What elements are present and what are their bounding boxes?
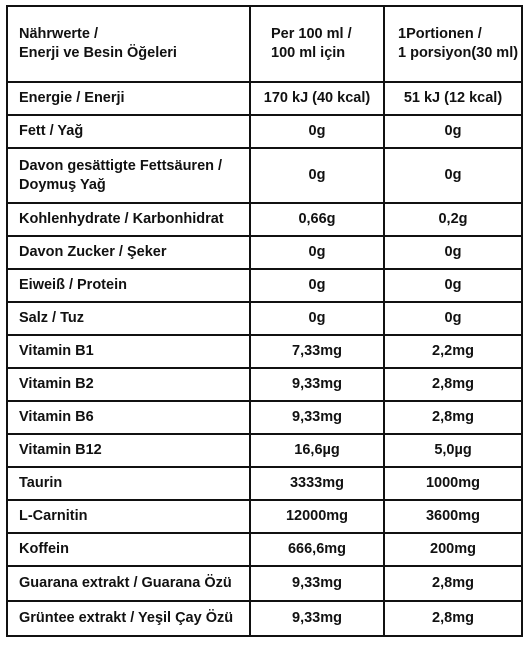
table-header-row bbox=[7, 6, 522, 82]
nutrient-name-line1: Guarana extrakt / Guarana Özü bbox=[19, 575, 232, 591]
value-per-100ml: 9,33mg bbox=[250, 566, 384, 601]
value-per-portion: 1000mg bbox=[384, 467, 522, 500]
nutrient-name-line1: Koffein bbox=[19, 541, 69, 557]
nutrient-name-line1: Eiweiß / Protein bbox=[19, 277, 127, 293]
table-row bbox=[7, 236, 522, 269]
table-row bbox=[7, 115, 522, 148]
value-per-portion: 5,0µg bbox=[384, 434, 522, 467]
table-row bbox=[7, 302, 522, 335]
value-per-portion: 0g bbox=[384, 115, 522, 148]
nutrient-name-line2: Doymuş Yağ bbox=[19, 176, 106, 193]
nutrient-name-line1: Energie / Enerji bbox=[19, 90, 125, 106]
value-per-100ml: 0g bbox=[250, 302, 384, 335]
nutrient-name-line1: Vitamin B6 bbox=[19, 409, 94, 425]
nutrient-name bbox=[7, 566, 250, 601]
value-per-portion: 2,2mg bbox=[384, 335, 522, 368]
value-per-portion: 0g bbox=[384, 148, 522, 203]
nutrition-rows bbox=[7, 82, 522, 636]
value-per-100ml: 0g bbox=[250, 269, 384, 302]
header-per-portion-line2: 1 porsiyon(30 ml) bbox=[398, 45, 519, 61]
table-row bbox=[7, 500, 522, 533]
table-row bbox=[7, 335, 522, 368]
nutrient-name bbox=[7, 148, 250, 203]
header-per-portion-line1: 1Portionen / bbox=[398, 26, 482, 42]
table-row bbox=[7, 82, 522, 115]
nutrient-name-line1: Grüntee extrakt / Yeşil Çay Özü bbox=[19, 610, 234, 626]
nutrient-name-line1: Vitamin B12 bbox=[19, 442, 102, 458]
table-row bbox=[7, 203, 522, 236]
value-per-100ml: 0g bbox=[250, 148, 384, 203]
nutrition-table bbox=[6, 5, 523, 637]
header-nutrients-line1: Nährwerte / bbox=[19, 26, 98, 42]
value-per-100ml: 0g bbox=[250, 236, 384, 269]
header-per-100ml-line1: Per 100 ml / bbox=[271, 26, 352, 42]
value-per-100ml: 16,6µg bbox=[250, 434, 384, 467]
nutrient-name-line1: Vitamin B1 bbox=[19, 343, 94, 359]
table-row bbox=[7, 401, 522, 434]
nutrient-name-line1: Kohlenhydrate / Karbonhidrat bbox=[19, 211, 224, 227]
table-row bbox=[7, 269, 522, 302]
table-row bbox=[7, 533, 522, 566]
table-row bbox=[7, 434, 522, 467]
table-row bbox=[7, 601, 522, 636]
value-per-portion: 2,8mg bbox=[384, 601, 522, 636]
header-per-100ml-line2: 100 ml için bbox=[271, 45, 346, 61]
value-per-100ml: 0g bbox=[250, 115, 384, 148]
nutrient-name bbox=[7, 434, 250, 467]
nutrient-name bbox=[7, 115, 250, 148]
value-per-100ml: 7,33mg bbox=[250, 335, 384, 368]
nutrient-name-line1: Salz / Tuz bbox=[19, 310, 84, 326]
table-row bbox=[7, 566, 522, 601]
nutrient-name bbox=[7, 401, 250, 434]
nutrient-name bbox=[7, 335, 250, 368]
value-per-portion: 200mg bbox=[384, 533, 522, 566]
value-per-100ml: 9,33mg bbox=[250, 401, 384, 434]
nutrient-name bbox=[7, 269, 250, 302]
value-per-100ml: 9,33mg bbox=[250, 601, 384, 636]
value-per-portion: 0,2g bbox=[384, 203, 522, 236]
header-nutrients-line2: Enerji ve Besin Öğeleri bbox=[19, 45, 177, 61]
nutrient-name-line1: Davon Zucker / Şeker bbox=[19, 244, 167, 260]
header-per-100ml bbox=[250, 6, 384, 82]
nutrient-name-line1: Taurin bbox=[19, 475, 63, 491]
value-per-100ml: 666,6mg bbox=[250, 533, 384, 566]
value-per-portion: 0g bbox=[384, 302, 522, 335]
value-per-portion: 0g bbox=[384, 269, 522, 302]
nutrient-name-line1: Vitamin B2 bbox=[19, 376, 94, 392]
value-per-portion: 2,8mg bbox=[384, 566, 522, 601]
value-per-100ml: 3333mg bbox=[250, 467, 384, 500]
header-per-portion bbox=[384, 6, 522, 82]
nutrient-name bbox=[7, 203, 250, 236]
value-per-100ml: 170 kJ (40 kcal) bbox=[250, 82, 384, 115]
nutrient-name-line1: L-Carnitin bbox=[19, 508, 88, 524]
nutrient-name-line1: Davon gesättigte Fettsäuren / bbox=[19, 157, 223, 174]
nutrient-name bbox=[7, 467, 250, 500]
nutrient-name bbox=[7, 82, 250, 115]
nutrient-name-line1: Fett / Yağ bbox=[19, 123, 84, 139]
nutrient-name bbox=[7, 236, 250, 269]
table-row bbox=[7, 148, 522, 203]
nutrient-name bbox=[7, 500, 250, 533]
nutrient-name bbox=[7, 601, 250, 636]
table-row bbox=[7, 368, 522, 401]
value-per-100ml: 12000mg bbox=[250, 500, 384, 533]
table-row bbox=[7, 467, 522, 500]
value-per-portion: 3600mg bbox=[384, 500, 522, 533]
nutrient-name bbox=[7, 533, 250, 566]
value-per-100ml: 0,66g bbox=[250, 203, 384, 236]
value-per-portion: 0g bbox=[384, 236, 522, 269]
value-per-portion: 51 kJ (12 kcal) bbox=[384, 82, 522, 115]
nutrient-name bbox=[7, 368, 250, 401]
value-per-100ml: 9,33mg bbox=[250, 368, 384, 401]
header-nutrients bbox=[7, 6, 250, 82]
nutrient-name bbox=[7, 302, 250, 335]
value-per-portion: 2,8mg bbox=[384, 368, 522, 401]
value-per-portion: 2,8mg bbox=[384, 401, 522, 434]
